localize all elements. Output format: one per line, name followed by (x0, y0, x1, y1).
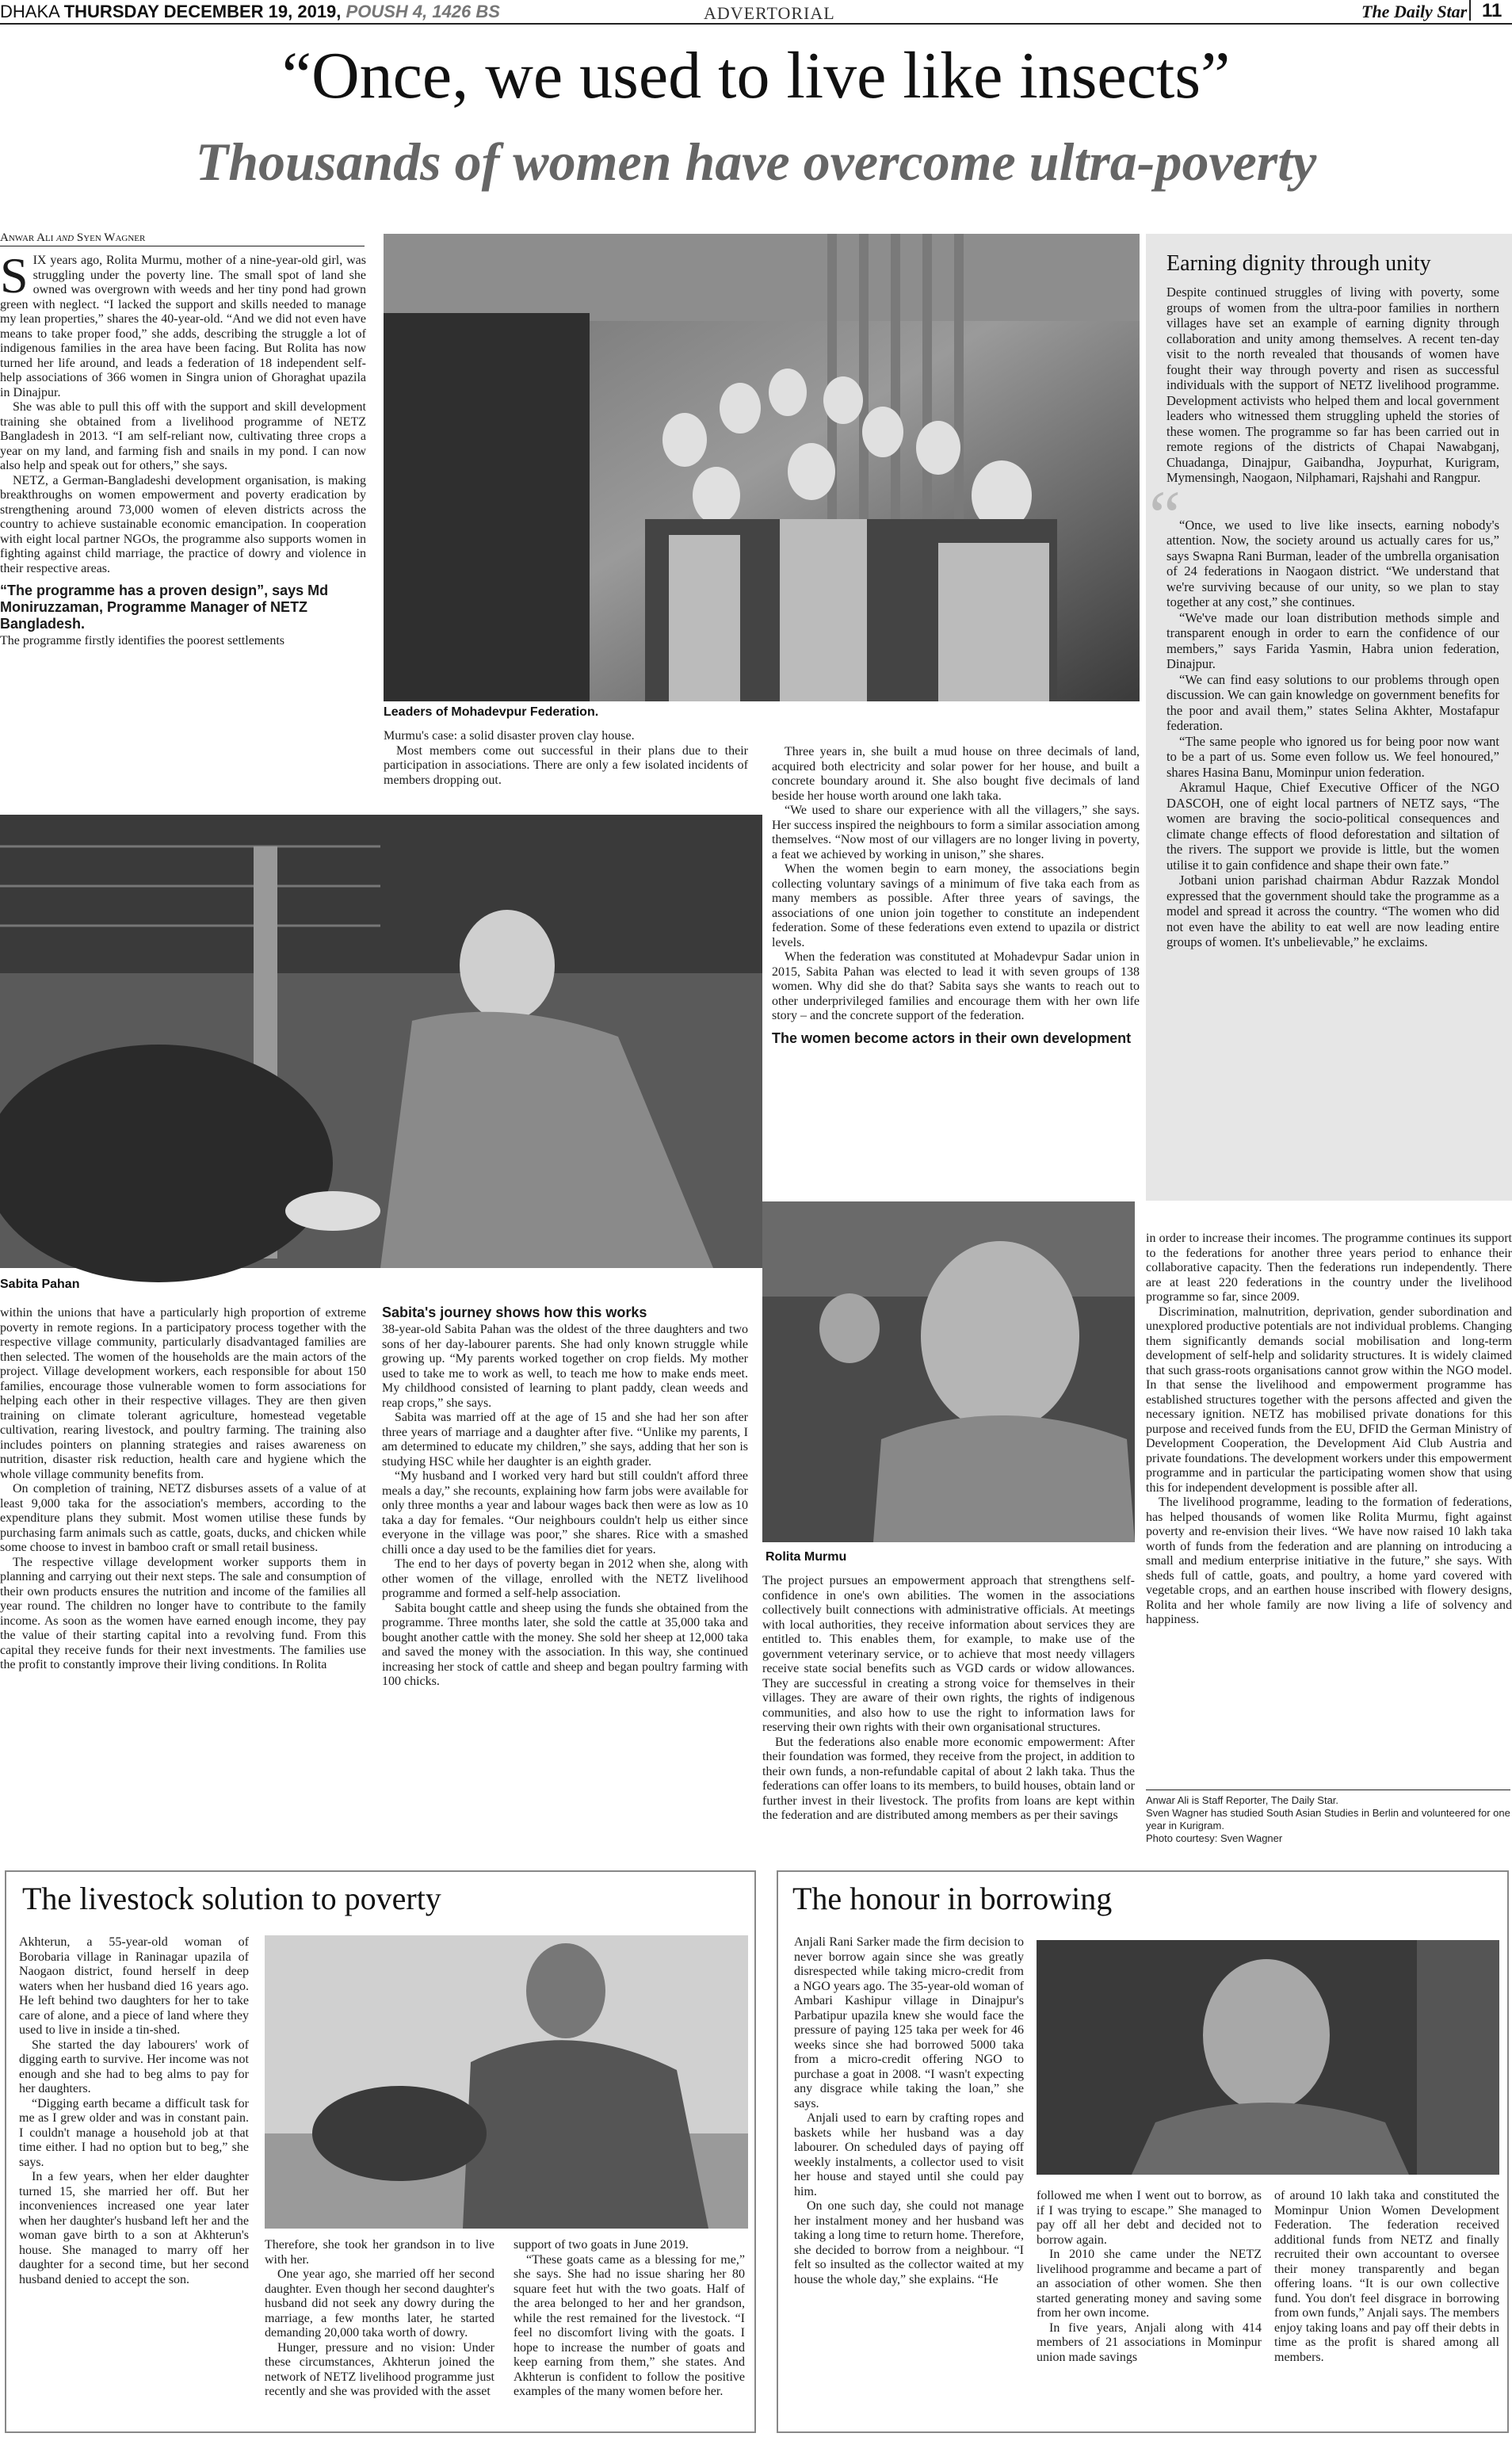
akhterun-photo (265, 1935, 748, 2229)
article-col3-p3: When the women begin to earn money, the associations begin collecting voluntary savings of a minimum of five taka each from as many members as possible. After three years of savings, the associations of one union join together to constitute an independent federation. Some of these federations even extend to upazila or district levels. (772, 862, 1140, 949)
article-col1 (0, 247, 366, 793)
article-col3-p4: When the federation was constituted at Mohadevpur Sadar union in 2015, Sabita Pahan was elected to lead it with seven groups of 138 women. Why did she do that? Sabita says she wants to reach out to other underprivileged families and encourage them with her own life story – and the concrete support of the federation. (772, 950, 1140, 1022)
livestock-col2-p1: Therefore, she took her grandson in to live with her. (265, 2238, 494, 2267)
byline-and: and (56, 231, 74, 244)
sidebar-p3: “We've made our loan distribution methods simple and transparent enough in order to earn the confidence of our members,” says Farida Yasmin, Habra union federation, Dinajpur. (1166, 609, 1499, 671)
dateline-date: THURSDAY DECEMBER 19, 2019, (63, 2, 342, 21)
livestock-col1-p4: In a few years, when her elder daughter turned 15, she married her off. But her inconveniences increased one year later when her daughter's husband left her and the woman gave birth to a son at Akhterun's house. She managed to marry off her daughter for a second time, but her second husband denied to accept the son. (19, 2170, 249, 2286)
footnote (1146, 1794, 1510, 1845)
livestock-col1 (19, 1935, 249, 2427)
article-col2-p1: Murmu's case: a solid disaster proven clay house. (384, 729, 635, 743)
lower-col1-p2: On completion of training, NETZ disburses assets of a value of at least 9,000 taka for the association's members, according to the expenditure plans they submit. Most women utilise these funds by purchasing farm animals such as cattle, goats, ducks, and chicken while some choose to invest in bamboo craft or small retail business. (0, 1482, 366, 1554)
lower-col2-p2: Sabita was married off at the age of 15 and she had her son after three years of marriage and a daughter after five. “Unlike my parents, I am determined to educate my children,” she says, adding that her son is studying HSC while her daughter is an eighth grader. (382, 1411, 748, 1469)
lower-col1-p3: The respective village development worker supports them in planning and carrying out their next steps. The sale and consumption of their own products ensures the nutrition and income of the families all year round. The children no longer have to contribute to the family income. As soon as the women have earned enough income, they pay the value of their starting capital into a revolving fund. From this capital they receive funds for their next investments. The families use the profit to constantly improve their living conditions. In Rolita (0, 1555, 366, 1671)
livestock-col2 (265, 2238, 494, 2428)
footnote-line-2: Sven Wagner has studied South Asian Studies in Berlin and volunteered for one year in Kurigram. (1146, 1807, 1510, 1832)
article-col1-p1: SIX years ago, Rolita Murmu, mother of a nine-year-old girl, was struggling under the poverty line. The small spot of land she owned was overgrown with weeds and her tiny pond had grown green with neglect. “I lacked the support and skills needed to manage my lean properties,” shares the 40-year-old. “And we did not even have means to take proper food,” she adds, describing the struggle a lot of indigenous families in the area have been facing. But Rolita has now turned her life around, and leads a federation of 18 independent self-help associations of 366 women in Singra union of Ghoraghat upazila in Dinajpur. (0, 247, 366, 399)
article-lower-col1 (0, 1306, 366, 1853)
borrowing-col2-p3: In five years, Anjali along with 414 members of 21 associations in Mominpur union made savings (1037, 2320, 1262, 2364)
livestock-box (5, 1870, 756, 2433)
lower-col3-p1: The project pursues an empowerment approach that strengthens self-confidence in one's own abilities. The women in the associations collectively built connections with administrative officials. At meetings with local authorities, they receive information about services they are entitled to. This enables them, for example, to make use of the government veterinary service, or to achieve that most needy villagers receive state social benefits such as VGD cards or widow allowances. They are successful in creating a strong voice for themselves in their villages. They are aware of their own rights, the rights of indigenous communities, and also how to use the right to information laws for reserving their own rights with their own organisational structures. (762, 1574, 1135, 1734)
lower-col4-p3: The livelihood programme, leading to the formation of federations, has helped thousands of women like Rolita Murmu, fight against poverty and re-envision their lives. “We have now raised 10 lakh taka worth of funds from the federation and are planning on introducing a small and medium enterprise initiative in the future,” she says. With sheds full of cattle, goats, and poultry, a home yard covered with vegetable crops, and an earthen house inscribed with flowery designs, Rolita and her whole family are now living a life of solvency and happiness. (1146, 1495, 1512, 1626)
sidebar-body (1149, 285, 1499, 1188)
livestock-box-title: The livestock solution to poverty (22, 1881, 441, 1916)
article-col2-p2: Most members come out successful in their plans due to their participation in associations. There are only a few isolated incidents of members dropping out. (384, 743, 748, 787)
article-col1-heading: “The programme has a proven design”, says Md Moniruzzaman, Programme Manager of NETZ Bangladesh. (0, 583, 329, 632)
borrowing-col3 (1274, 2189, 1499, 2427)
sidebar-title: Earning dignity through unity (1166, 251, 1431, 276)
group-photo-caption: Leaders of Mohadevpur Federation. (384, 705, 599, 719)
livestock-col1-p1: Akhterun, a 55-year-old woman of Borobaria village in Raninagar upazila of Naogaon district, found herself in deep waters when her husband died 16 years ago. He left behind two daughters for her to take care of alone, and a piece of land where they used to live in inside a tin-shed. (19, 1935, 249, 2037)
livestock-col2-p2: One year ago, she married off her second daughter. Even though her second daughter's husband did not seek any dowry during the marriage, a few months later, he started demanding 20,000 taka worth of dowry. (265, 2267, 494, 2340)
masthead-rule (0, 23, 1512, 25)
article-lower-col3 (762, 1574, 1135, 1854)
sidebar-p4: “We can find easy solutions to our problems through open discussion. We can gain knowledge on government benefits for the poor and avail them,” states Selina Akhter, Mostafapur federation. (1166, 671, 1499, 733)
borrowing-box-title: The honour in borrowing (792, 1881, 1113, 1916)
anjali-photo (1037, 1940, 1499, 2175)
livestock-col3-p2: “These goats came as a blessing for me,” she says. She had no issue sharing her 80 square feet hut with the two goats. Half of the area belonged to her and her grandson, while the rest remained for the livestock. “I feel no discomfort living with the goats. I hope to increase the number of goats and keep earning from them,” she states. And Akhterun is confident to follow the positive examples of the many women before her. (514, 2252, 745, 2398)
livestock-col1-p2: She started the day labourers' work of digging earth to survive. Her income was not enough and she had to beg alms to pay for her daughters. (19, 2038, 249, 2095)
borrowing-col1-p2: Anjali used to earn by crafting ropes and baskets while her husband was a day labourer. On scheduled days of paying off weekly instalments, a collector used to visit her house and stayed until she could pay him. (794, 2111, 1024, 2198)
article-col3-p1: Three years in, she built a mud house on three decimals of land, acquired both electricity and solar power for her house, and built a concrete boundary around it. She also bought five decimals of land beside her house worth around one lakh taka. (772, 745, 1140, 803)
lower-col4-p1: in order to increase their incomes. The programme continues its support to the federations for another three years period to enhance their collaborative capacity. Then the federations run independently. There are at least 220 federations in the country under the livelihood programme so far, since 2009. (1146, 1232, 1512, 1304)
sidebar-p6: Akramul Haque, Chief Executive Officer of the NGO DASCOH, one of eight local partners of NETZ says, “The women are braving the socio-political consequences and climate change effects of flood deforestation and siltation of the rivers. The support we provide is little, but the women utilise it to gain confidence and shape their own fate.” (1166, 780, 1499, 873)
masthead-divider (1469, 0, 1471, 21)
borrowing-col2-p1: followed me when I went out to borrow, as if I was trying to escape.” She managed to pay off all her debt and decided not to borrow again. (1037, 2189, 1262, 2247)
livestock-col2-p3: Hunger, pressure and no vision: Under these circumstances, Akhterun joined the network of NETZ livelihood programme just recently and she was provided with the asset (265, 2340, 494, 2398)
livestock-col3-p1: support of two goats in June 2019. (514, 2238, 689, 2252)
byline-author-2: Syen Wagner (76, 231, 146, 244)
dateline-city: DHAKA (0, 2, 59, 21)
masthead (0, 0, 1512, 24)
quote-mark-icon: “ (1149, 476, 1181, 556)
sidebar-p7: Jotbani union parishad chairman Abdur Razzak Mondol expressed that the government should take the programme as a model and spread it across the country. “The women who did not even have the ability to eat well are now leading entire groups of women. It's unbelievable,” he exclaims. (1166, 873, 1499, 949)
lower-col3-p2: But the federations also enable more economic empowerment: After their foundation was formed, they receive from the project, in addition to their own funds, a non-refundable capital of about 2 lakh taka. Thus the federations can offer loans to its members, to build houses, obtain land or further invest in their livestock. The profits from loans are kept within the federation and are distributed among members as per their savings (762, 1735, 1135, 1822)
article-col3 (772, 745, 1140, 1189)
byline (0, 231, 145, 245)
borrowing-col2-p2: In 2010 she came under the NETZ livelihood programme and became a part of an association of other women. She then started generating money and saving some from her own income. (1037, 2248, 1262, 2320)
sidebar-p2: “Once, we used to live like insects, earning nobody's attention. Now, the society around us actually cares for us,” says Swapna Rani Burman, leader of the umbrella organisation of 24 federations in Naogaon district. “We understand that we're surviving because of our unity, so we plan to stay together at any cost,” she continues. (1166, 517, 1499, 609)
rolita-photo (762, 1201, 1135, 1542)
borrowing-col3-p1: of around 10 lakh taka and constituted the Mominpur Union Women Development Federation. The federation received additional funds from NETZ and finally recruited their own accountant to oversee their money transparently and began offering loans. “It is our own collective fund. You don't feel disgrace in borrowing from own funds,” Anjali says. The members enjoy taking loans and pay off their debts in time as the profit is shared among all members. (1274, 2189, 1499, 2364)
borrowing-col2 (1037, 2189, 1262, 2427)
borrowing-box (777, 1870, 1509, 2433)
article-lower-col4 (1146, 1232, 1512, 1783)
dateline-bengali: POUSH 4, 1426 BS (346, 2, 500, 21)
subheadline: Thousands of women have overcome ultra-poverty (195, 132, 1317, 192)
article-col1-p3: NETZ, a German-Bangladeshi development organisation, is making breakthroughs on women empowerment and poverty eradication by strengthening around 73,000 women of eleven districts across the country to achieve sustainable economic emancipation. In cooperation with eight local partner NGOs, the programme also supports women in fighting against child marriage, the practice of dowry and violence in their respective areas. (0, 473, 366, 575)
article-col3-heading: The women become actors in their own development (772, 1029, 1132, 1046)
sidebar-p1: Despite continued struggles of living with poverty, some groups of women from the ultra-poor families in northern villages have set an example of earning dignity through collaboration and unity among themselves. A recent ten-day visit to the north revealed that thousands of women have fought their way through poverty and risen as successful individuals with the support of NETZ livelihood programme. Development activists who helped them and local government leaders who witnessed them struggling upheld the stories of these women. The programme so far has been carried out in remote regions of the districts of Chapai Nawabganj, Chuadanga, Dinajpur, Gaibandha, Joypurhat, Kurigram, Mymensingh, Naogaon, Nilphamari, Rajshahi and Rangpur. (1166, 285, 1499, 485)
article-col1-p2: She was able to pull this off with the support and skill development training she obtained from a livelihood programme of NETZ Bangladesh in 2013. “I am self-reliant now, cultivating three crops a year on my land, and farming fish and snails in my pond. I can now also help and speak out for others,” she says. (0, 400, 366, 472)
lower-col2-p5: Sabita bought cattle and sheep using the funds she obtained from the programme. Three months later, she sold the cattle at 35,000 taka and bought another cattle with the money. She sold her sheep at 12,000 taka and saved the money with the association. In this way, she continued increasing her stock of cattle and sheep and began poultry farming with 100 chicks. (382, 1601, 748, 1688)
article-col2 (384, 729, 748, 808)
group-photo (384, 234, 1140, 701)
lower-col2-p4: The end to her days of poverty began in 2012 when she, along with other women of the village, enrolled with the NETZ livelihood programme and formed a self-help association. (382, 1557, 748, 1600)
dropcap: S (0, 247, 29, 304)
paper-logo: The Daily Star (1361, 2, 1468, 21)
lower-col2-p1: 38-year-old Sabita Pahan was the oldest of the three daughters and two sons of her day-labourer parents. She had only known struggle while growing up. “My parents worked together on crop fields. My mother used to take me to work as well, to teach me how to make ends meet. My childhood consisted of learning to plant paddy, clean weeds and reap crops,” she says. (382, 1323, 748, 1410)
sidebar-box (1146, 234, 1512, 1201)
footnote-line-1: Anwar Ali is Staff Reporter, The Daily Star. (1146, 1794, 1339, 1806)
dateline (0, 2, 500, 22)
footnote-line-3: Photo courtesy: Sven Wagner (1146, 1832, 1283, 1844)
section-label: ADVERTORIAL (704, 3, 835, 23)
article-col1-tail: The programme firstly identifies the poorest settlements (0, 634, 285, 647)
livestock-col1-p3: “Digging earth became a difficult task for me as I grew older and was in constant pain. I couldn't manage a household job at that time either. I had no option but to beg,” she says. (19, 2096, 249, 2169)
lower-col2-p3: “My husband and I worked very hard but still couldn't afford three meals a day,” she recounts, explaining how farm jobs were available for only three months a year and labour wages back then were as low as 10 taka a day for females. “Our neighbours couldn't help us either since everyone in the village was poor,” she shares. Rice with a smashed chilli once a day used to be the families diet for years. (382, 1469, 748, 1557)
borrowing-col1-p3: On one such day, she could not manage her instalment money and her husband was taking a long time to return home. Therefore, she decided to borrow from a neighbour. “I felt so insulted as the collector waited at my house the whole day,” she explains. “He (794, 2199, 1024, 2286)
livestock-col3 (514, 2238, 745, 2428)
lower-col2-heading: Sabita's journey shows how this works (382, 1304, 647, 1320)
rolita-photo-caption: Rolita Murmu (766, 1550, 847, 1564)
byline-author-1: Anwar Ali (0, 231, 54, 244)
article-lower-col2 (382, 1304, 748, 1851)
article-col3-p2: “We used to share our experience with all the villagers,” she says. Her success inspired the neighbours to form a similar association among themselves. “Now most of our villagers are no longer living in poverty, a feat we achieved by working in unison,” she shares. (772, 804, 1140, 861)
headline: “Once, we used to live like insects” (281, 39, 1231, 113)
sabita-photo (0, 815, 762, 1268)
sidebar-p5: “The same people who ignored us for being poor now want to be a part of us. Some even follow us. We feel honoured,” shares Hasina Banu, Mominpur union federation. (1166, 733, 1499, 780)
lower-col4-p2: Discrimination, malnutrition, deprivation, gender subordination and unexplored productive potentials are not individual problems. Changing them significantly demands social mobilisation and long-term development of self-help and solidarity structures. It is widely claimed that such grass-roots organisations cannot grow within the NGO model. In that sense the livelihood and empowerment programme has established structures together with the persons affected and given the necessary ignition. NETZ has mobilised private donations for this purpose and received funds from the EU, DFID the German Ministry of Development Cooperation, the Development Aid Club Austria and private foundations. The development workers under this empowerment programme and in particular the participating women show that using this for independent development is possible after all. (1146, 1304, 1512, 1495)
borrowing-col1-p1: Anjali Rani Sarker made the firm decision to never borrow again since she was greatly disrespected while taking micro-credit from a NGO years ago. The 35-year-old woman of Ambari Kashipur village in Dinajpur's Parbatipur upazila knew she would face the pressure of paying 125 taka per week for 46 weeks since she had borrowed 5000 taka from a micro-credit offering NGO to purchase a goat in 2008. “I wasn't expecting any disgrace while taking the loan,” she says. (794, 1935, 1024, 2110)
sabita-photo-caption: Sabita Pahan (0, 1278, 80, 1291)
page-number: 11 (1482, 0, 1502, 21)
lower-col1-p1: within the unions that have a particularly high proportion of extreme poverty in remote regions. In a participatory process together with the respective village community, particularly disadvantaged families are then selected. The women of the households are the main actors of the project. Village development workers, each responsible for about 150 families, encourage those vulnerable women to form associations for helping each other in their respective villages. They are then given training on climate tolerant agriculture, homestead vegetable cultivation, rearing livestock, and poultry farming. The training also includes pointers on planning strategies and raises awareness on nutrition, disaster risk reduction, health care and hygiene which the whole village community benefits from. (0, 1306, 366, 1481)
borrowing-col1 (794, 1935, 1024, 2427)
